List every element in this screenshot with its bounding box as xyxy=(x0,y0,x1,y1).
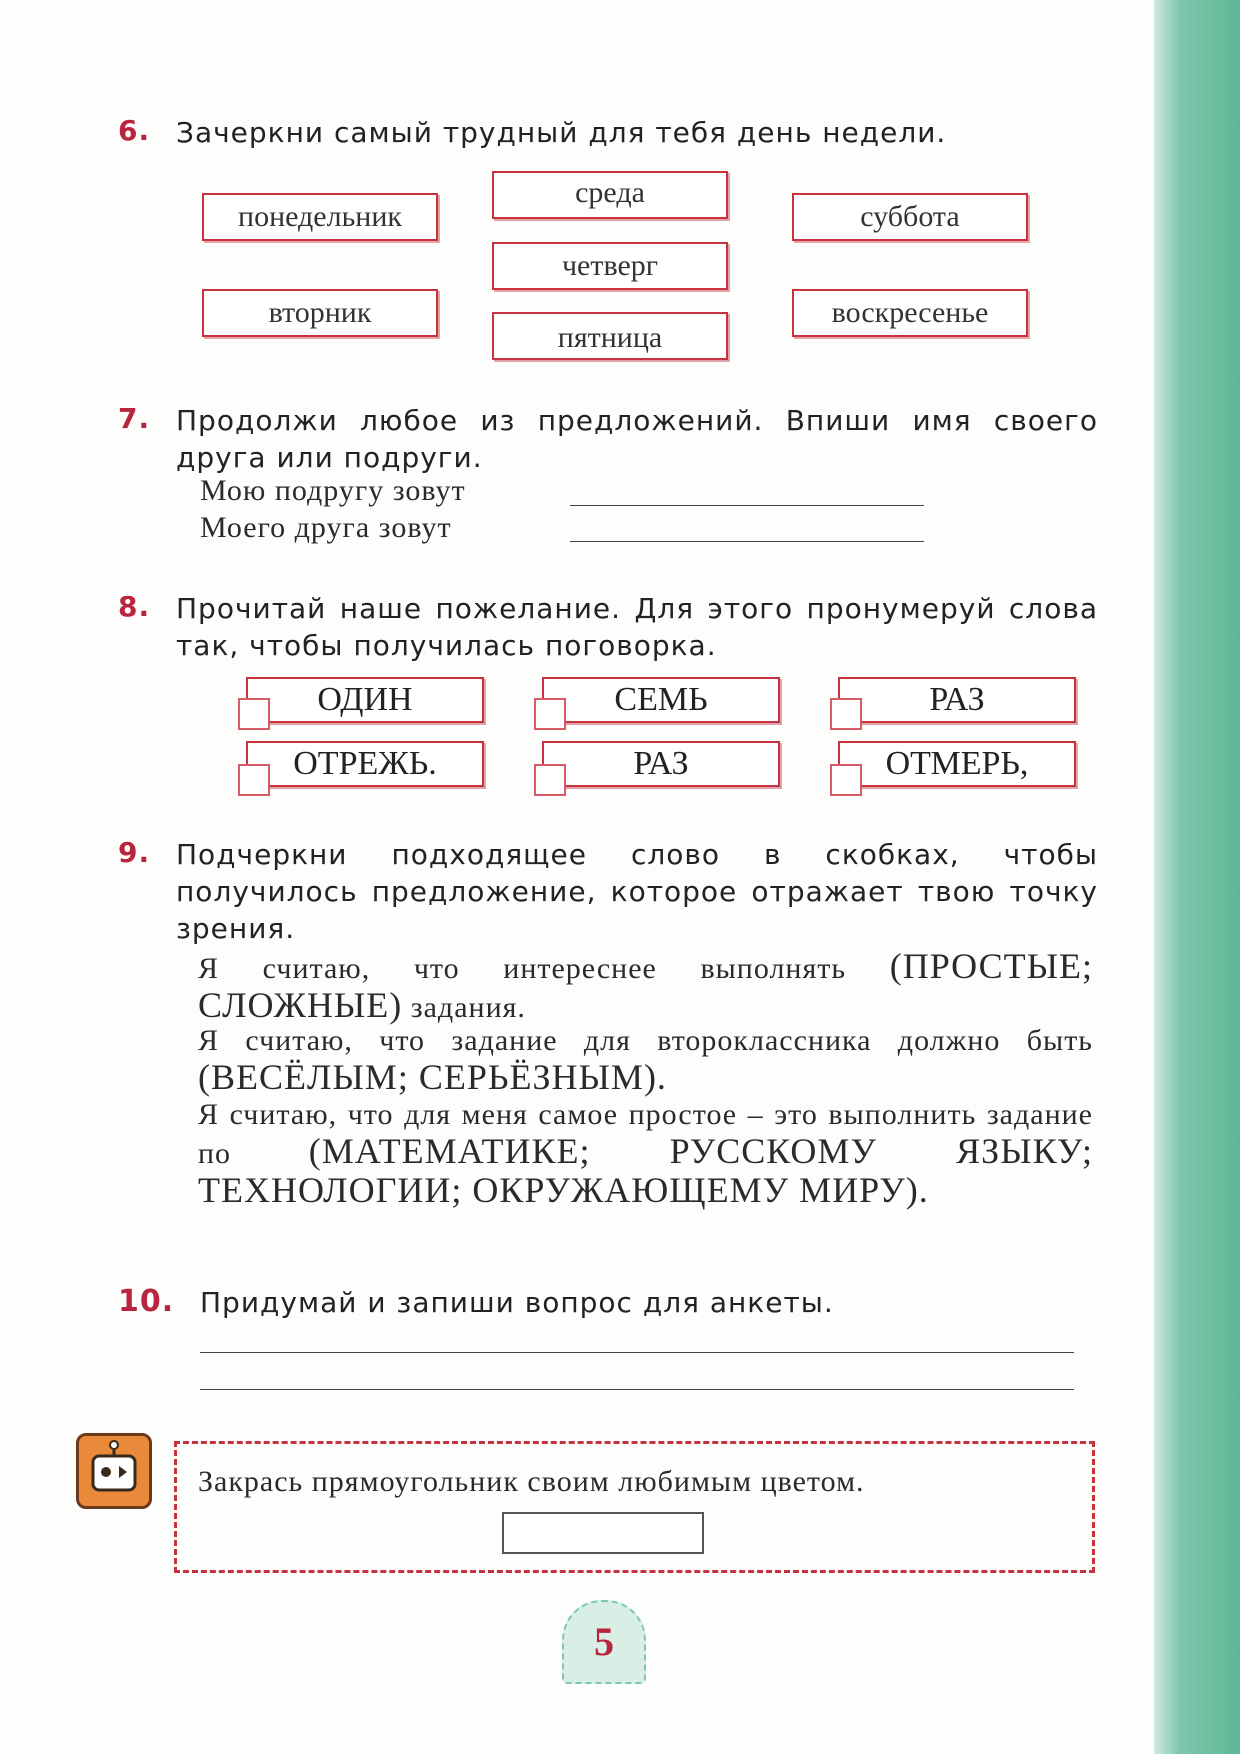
answer-line-friend[interactable] xyxy=(570,541,924,542)
choice-options[interactable]: (ПРОСТЫЕ; СЛОЖНЫЕ) xyxy=(198,946,1094,1025)
word-label: РАЗ xyxy=(929,681,985,718)
day-box-monday[interactable] xyxy=(202,193,438,241)
statement-text: Я считаю, что для меня самое простое – это выполнить задание по xyxy=(198,1098,1093,1170)
day-box-saturday[interactable] xyxy=(792,193,1028,241)
task-9 xyxy=(118,836,1098,951)
statement-1 xyxy=(198,948,1093,1026)
task-text: Продолжи любое из предложений. Впиши имя своего друга или подруги. xyxy=(176,404,1098,474)
task-number: 7. xyxy=(118,402,151,435)
day-box-friday[interactable] xyxy=(492,312,728,360)
day-box-wednesday[interactable] xyxy=(492,171,728,219)
color-rectangle[interactable] xyxy=(502,1512,704,1554)
page-number-badge xyxy=(562,1600,646,1684)
sentence-friend: Моего друга зовут xyxy=(200,511,452,544)
choice-options[interactable]: (МАТЕМАТИКЕ; РУССКОМУ ЯЗЫКУ; ТЕХНОЛОГИИ; ОКРУЖАЮЩЕМУ МИРУ). xyxy=(198,1131,1094,1210)
color-task-text: Закрась прямоугольник своим любимым цветом. xyxy=(198,1465,865,1498)
statement-text: задания. xyxy=(410,991,526,1024)
task-6 xyxy=(118,114,1098,154)
number-input-box[interactable] xyxy=(830,764,862,796)
word-label: ОДИН xyxy=(317,681,413,718)
task-text: Подчеркни подходящее слово в скобках, чтобы получилось предложение, которое отражает твою точку зрения. xyxy=(176,838,1098,945)
task-text: Зачеркни самый трудный для тебя день недели. xyxy=(176,116,947,149)
word-box xyxy=(542,677,780,723)
answer-line[interactable] xyxy=(200,1389,1074,1390)
answer-line[interactable] xyxy=(200,1352,1074,1353)
word-box xyxy=(838,677,1076,723)
answer-line-girlfriend[interactable] xyxy=(570,505,924,506)
task-number: 10. xyxy=(118,1284,175,1319)
sentence-girlfriend: Мою подругу зовут xyxy=(200,474,466,507)
day-label: суббота xyxy=(860,200,960,233)
choice-options[interactable]: (ВЕСЁЛЫМ; СЕРЬЁЗНЫМ). xyxy=(198,1057,667,1097)
page-number: 5 xyxy=(594,1619,614,1664)
word-box xyxy=(838,741,1076,787)
word-label: РАЗ xyxy=(633,745,689,782)
task-7 xyxy=(118,402,1098,482)
day-label: воскресенье xyxy=(831,296,989,329)
number-input-box[interactable] xyxy=(830,698,862,730)
robot-head-icon xyxy=(76,1433,152,1509)
day-label: среда xyxy=(575,176,645,209)
word-label: ОТМЕРЬ, xyxy=(885,745,1029,782)
statement-2 xyxy=(198,1022,1093,1098)
number-input-box[interactable] xyxy=(534,698,566,730)
day-box-tuesday[interactable] xyxy=(202,289,438,337)
task-number: 6. xyxy=(118,114,151,147)
page-edge-decoration xyxy=(1154,0,1240,1754)
statement-text: Я считаю, что интереснее выполнять xyxy=(198,952,847,985)
statement-text: Я считаю, что задание для второклассника должно быть xyxy=(198,1024,1093,1057)
day-label: пятница xyxy=(557,321,663,354)
day-box-sunday[interactable] xyxy=(792,289,1028,337)
task-number: 8. xyxy=(118,590,151,623)
day-label: понедельник xyxy=(238,200,402,233)
task-text: Прочитай наше пожелание. Для этого пронумеруй слова так, чтобы получилась поговорка. xyxy=(176,592,1098,662)
word-label: СЕМЬ xyxy=(614,681,708,718)
word-label: ОТРЕЖЬ. xyxy=(293,745,437,782)
day-box-thursday[interactable] xyxy=(492,242,728,290)
number-input-box[interactable] xyxy=(534,764,566,796)
number-input-box[interactable] xyxy=(238,698,270,730)
task-8 xyxy=(118,590,1098,670)
word-box xyxy=(542,741,780,787)
number-input-box[interactable] xyxy=(238,764,270,796)
task-text: Придумай и запиши вопрос для анкеты. xyxy=(200,1286,834,1319)
word-box xyxy=(246,677,484,723)
task-10 xyxy=(118,1284,1098,1324)
day-label: четверг xyxy=(561,249,659,282)
word-box xyxy=(246,741,484,787)
task-number: 9. xyxy=(118,836,151,869)
statement-3 xyxy=(198,1096,1093,1211)
day-label: вторник xyxy=(268,296,372,329)
